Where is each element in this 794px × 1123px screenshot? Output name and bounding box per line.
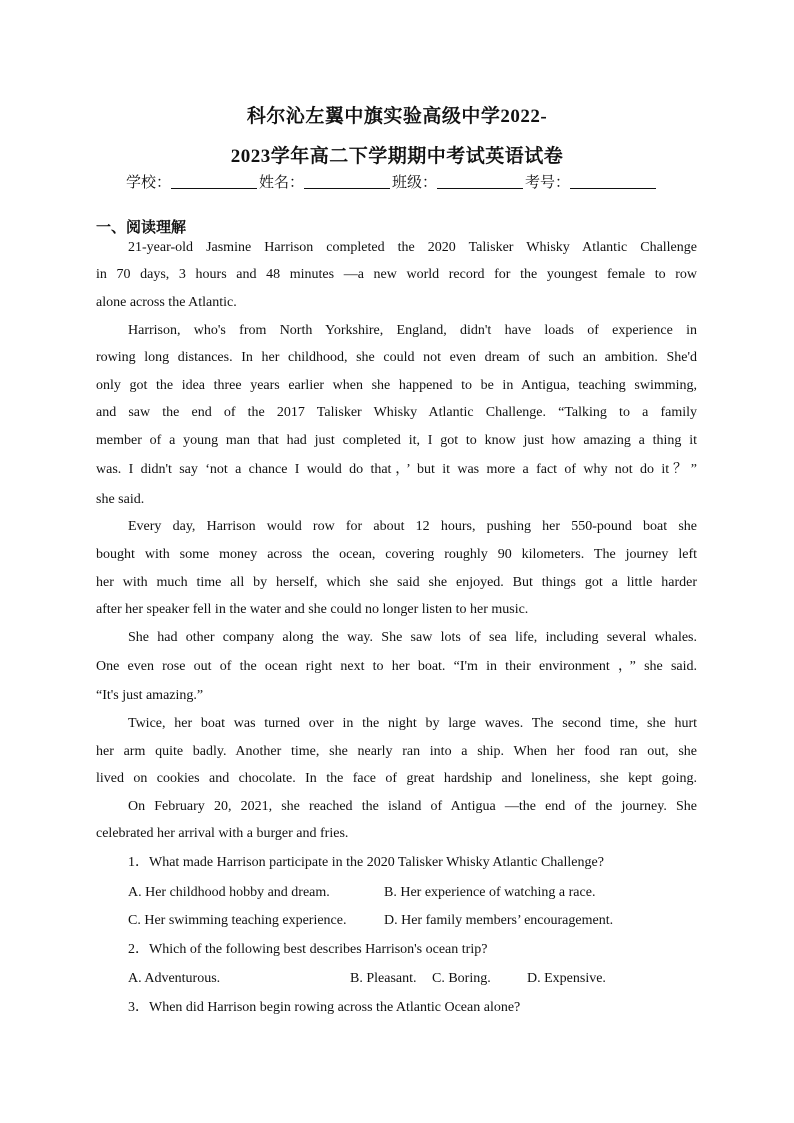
section-title: 一、阅读理解: [96, 218, 187, 236]
passage-line: Harrison, who's from North Yorkshire, England, didn't have loads of experience in: [128, 323, 697, 338]
passage-line: only got the idea three years earlier when she happened to be in Antigua, teaching swimming,: [96, 378, 697, 393]
passage-line: and saw the end of the 2017 Talisker Whisky Atlantic Challenge. “Talking to a family: [96, 405, 697, 420]
passage-line: her arm quite badly. Another time, she nearly ran into a ship. When her food ran out, she: [96, 744, 697, 759]
question-stem: 1．What made Harrison participate in the 2020 Talisker Whisky Atlantic Challenge?: [128, 855, 604, 870]
class-blank[interactable]: [437, 174, 523, 189]
passage-line: bought with some money across the ocean, covering roughly 90 kilometers. The journey left: [96, 547, 697, 562]
school-blank[interactable]: [171, 174, 257, 189]
exam-number-label: 考号：: [525, 173, 571, 191]
answer-option[interactable]: D. Expensive.: [527, 971, 606, 986]
passage-line: her with much time all by herself, which she said she enjoyed. But things got a little harder: [96, 575, 697, 590]
answer-option[interactable]: C. Boring.: [432, 971, 491, 986]
passage-line: alone across the Atlantic.: [96, 295, 237, 310]
passage-line: Every day, Harrison would row for about 12 hours, pushing her 550-pound boat she: [128, 519, 697, 534]
passage-line: One even rose out of the ocean right next to her boat. “I'm in their environment ，” she said.: [96, 659, 697, 674]
passage-line: lived on cookies and chocolate. In the face of great hardship and loneliness, she kept going.: [96, 771, 697, 786]
passage-line: On February 20, 2021, she reached the island of Antigua —the end of the journey. She: [128, 799, 697, 814]
passage-line: member of a young man that had just completed it, I got to know just how amazing a thing it: [96, 433, 697, 448]
exam-title-line-2: 2023学年高二下学期期中考试英语试卷: [230, 146, 564, 167]
passage-line: celebrated her arrival with a burger and fries.: [96, 826, 349, 841]
passage-line: Twice, her boat was turned over in the night by large waves. The second time, she hurt: [128, 716, 697, 731]
passage-line: in 70 days, 3 hours and 48 minutes —a new world record for the youngest female to row: [96, 267, 697, 282]
name-blank[interactable]: [304, 174, 390, 189]
answer-option[interactable]: C. Her swimming teaching experience.: [128, 913, 347, 928]
exam-title-line-1: 科尔沁左翼中旗实验高级中学2022-: [246, 106, 548, 127]
name-label: 姓名：: [259, 173, 305, 191]
answer-option[interactable]: D. Her family members’ encouragement.: [384, 913, 614, 928]
passage-line: was. I didn't say ‘not a chance I would do that，’ but it was more a fact of why not do it？”: [96, 462, 697, 477]
passage-line: rowing long distances. In her childhood, she could not even dream of such an ambition. She'd: [96, 350, 697, 365]
passage-line: 21-year-old Jasmine Harrison completed the 2020 Talisker Whisky Atlantic Challenge: [128, 240, 697, 255]
answer-option[interactable]: B. Pleasant.: [350, 971, 417, 986]
answer-option[interactable]: B. Her experience of watching a race.: [384, 885, 596, 900]
answer-option[interactable]: A. Adventurous.: [128, 971, 221, 986]
answer-option[interactable]: A. Her childhood hobby and dream.: [128, 885, 330, 900]
passage-line: “It's just amazing.”: [96, 688, 204, 703]
class-label: 班级：: [392, 173, 438, 191]
school-label: 学校：: [126, 173, 172, 191]
passage-line: after her speaker fell in the water and she could no longer listen to her music.: [96, 602, 529, 617]
question-stem: 2．Which of the following best describes Harrison's ocean trip?: [128, 942, 488, 957]
passage-line: she said.: [96, 492, 145, 507]
passage-line: She had other company along the way. She saw lots of sea life, including several whales.: [128, 630, 697, 645]
question-stem: 3．When did Harrison begin rowing across the Atlantic Ocean alone?: [128, 1000, 521, 1015]
exam-number-blank[interactable]: [570, 174, 656, 189]
student-info-fields: [126, 171, 658, 192]
